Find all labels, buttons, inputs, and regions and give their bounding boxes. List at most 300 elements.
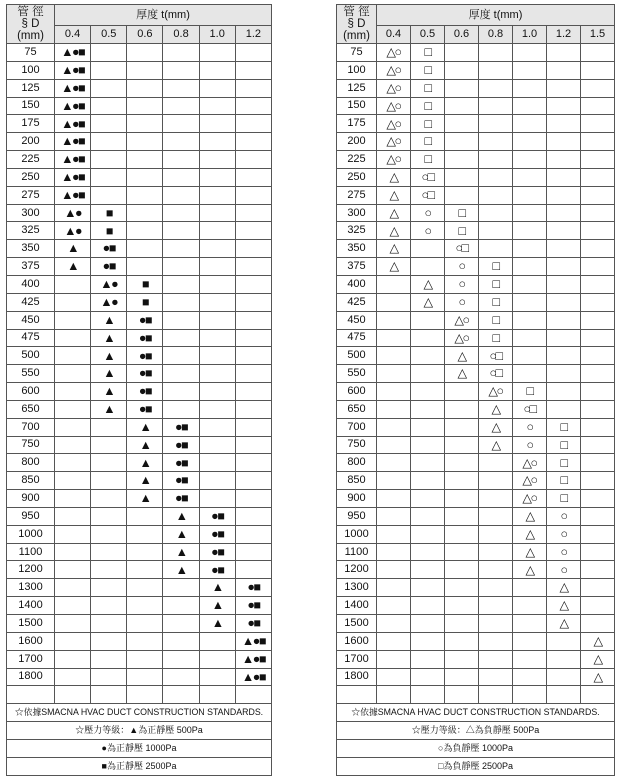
diameter-cell: 275 xyxy=(337,186,377,204)
pressure-class-cell xyxy=(377,365,411,383)
table-row xyxy=(7,543,272,561)
pressure-class-cell xyxy=(163,615,199,633)
thickness-value: 1.5 xyxy=(581,26,615,44)
pressure-class-cell xyxy=(411,525,445,543)
diameter-cell: 100 xyxy=(7,61,55,79)
table-row xyxy=(7,79,272,97)
table-row xyxy=(337,436,615,454)
pressure-class-cell xyxy=(199,632,235,650)
diameter-cell: 200 xyxy=(7,133,55,151)
pressure-class-cell: ○ xyxy=(445,293,479,311)
table-row xyxy=(7,258,272,276)
pressure-class-cell xyxy=(55,347,91,365)
pressure-class-cell: △ xyxy=(547,615,581,633)
pressure-class-cell: ▲●■ xyxy=(235,632,271,650)
pressure-class-cell xyxy=(411,490,445,508)
pressure-class-cell: ▲ xyxy=(163,543,199,561)
pressure-class-cell xyxy=(55,579,91,597)
thickness-value: 0.5 xyxy=(411,26,445,44)
diameter-cell: 1000 xyxy=(7,525,55,543)
pressure-class-cell xyxy=(411,347,445,365)
diameter-cell: 350 xyxy=(337,240,377,258)
pressure-class-cell xyxy=(479,615,513,633)
pressure-class-cell: △○ xyxy=(513,472,547,490)
diameter-cell: 600 xyxy=(337,383,377,401)
pressure-class-cell: △ xyxy=(377,204,411,222)
pressure-class-cell xyxy=(581,151,615,169)
pressure-class-cell xyxy=(513,579,547,597)
pressure-class-cell xyxy=(91,186,127,204)
pressure-class-cell xyxy=(411,472,445,490)
pressure-class-cell: ■ xyxy=(127,275,163,293)
pressure-class-cell xyxy=(513,204,547,222)
footnote-row xyxy=(7,704,272,722)
table-row xyxy=(337,133,615,151)
table-row xyxy=(7,615,272,633)
thickness-value: 1.2 xyxy=(547,26,581,44)
pressure-class-cell: ●■ xyxy=(199,543,235,561)
pressure-class-cell xyxy=(581,525,615,543)
pressure-class-cell xyxy=(55,383,91,401)
pressure-class-cell: ○□ xyxy=(479,365,513,383)
pressure-class-cell xyxy=(127,44,163,62)
pressure-class-cell xyxy=(127,632,163,650)
pressure-class-cell xyxy=(581,204,615,222)
pressure-class-cell: □ xyxy=(479,258,513,276)
pressure-class-cell: △ xyxy=(377,258,411,276)
pressure-class-cell xyxy=(199,240,235,258)
pressure-class-cell xyxy=(91,543,127,561)
pressure-class-cell xyxy=(235,222,271,240)
table-row xyxy=(337,311,615,329)
diameter-cell: 475 xyxy=(337,329,377,347)
pressure-class-cell: ▲ xyxy=(91,329,127,347)
pressure-class-cell xyxy=(445,133,479,151)
pressure-class-cell: ●■ xyxy=(127,365,163,383)
diameter-cell: 450 xyxy=(7,311,55,329)
diameter-header xyxy=(337,5,377,44)
pressure-class-cell xyxy=(235,347,271,365)
pressure-class-cell: ▲●■ xyxy=(235,668,271,686)
table-row xyxy=(337,525,615,543)
pressure-class-cell xyxy=(199,329,235,347)
pressure-class-cell xyxy=(199,222,235,240)
pressure-class-cell: ●■ xyxy=(199,507,235,525)
pressure-class-cell xyxy=(199,347,235,365)
pressure-class-cell: □ xyxy=(411,133,445,151)
pressure-class-cell xyxy=(581,275,615,293)
pressure-class-cell xyxy=(479,632,513,650)
pressure-class-cell: △○ xyxy=(445,329,479,347)
footnote-row xyxy=(337,704,615,722)
pressure-class-cell xyxy=(91,615,127,633)
pressure-class-cell xyxy=(55,418,91,436)
pressure-class-cell xyxy=(163,222,199,240)
pressure-class-cell: △ xyxy=(411,275,445,293)
diameter-header-line: (mm) xyxy=(343,30,370,42)
diameter-cell: 350 xyxy=(7,240,55,258)
diameter-cell: 950 xyxy=(7,507,55,525)
empty-cell xyxy=(547,686,581,704)
pressure-class-cell: □ xyxy=(445,204,479,222)
pressure-class-cell: ●■ xyxy=(235,579,271,597)
pressure-class-cell xyxy=(235,454,271,472)
diameter-cell: 175 xyxy=(337,115,377,133)
negative-pressure-table xyxy=(336,4,615,776)
pressure-class-cell xyxy=(377,579,411,597)
table-row xyxy=(337,383,615,401)
diameter-cell: 500 xyxy=(337,347,377,365)
pressure-class-cell xyxy=(235,383,271,401)
pressure-class-cell: △ xyxy=(377,240,411,258)
pressure-class-cell xyxy=(91,561,127,579)
diameter-cell: 475 xyxy=(7,329,55,347)
pressure-class-cell xyxy=(127,597,163,615)
pressure-class-cell xyxy=(513,115,547,133)
pressure-class-cell xyxy=(55,561,91,579)
thickness-value: 1.0 xyxy=(513,26,547,44)
pressure-class-cell xyxy=(513,79,547,97)
pressure-class-cell: ○ xyxy=(547,507,581,525)
pressure-class-cell: ●■ xyxy=(163,454,199,472)
pressure-class-cell: ○ xyxy=(513,418,547,436)
empty-cell xyxy=(445,686,479,704)
pressure-class-cell: □ xyxy=(411,44,445,62)
pressure-class-cell xyxy=(127,525,163,543)
table-row xyxy=(337,418,615,436)
pressure-class-cell xyxy=(479,44,513,62)
pressure-class-cell xyxy=(235,240,271,258)
table-row xyxy=(7,115,272,133)
pressure-class-cell xyxy=(235,543,271,561)
table-row xyxy=(337,275,615,293)
pressure-class-cell xyxy=(91,579,127,597)
pressure-class-cell xyxy=(127,115,163,133)
pressure-class-cell: ●■ xyxy=(235,615,271,633)
pressure-class-cell xyxy=(235,329,271,347)
pressure-class-cell xyxy=(377,275,411,293)
pressure-class-cell xyxy=(199,400,235,418)
diameter-cell: 700 xyxy=(7,418,55,436)
pressure-class-cell xyxy=(479,650,513,668)
pressure-class-cell xyxy=(91,472,127,490)
table-row xyxy=(7,383,272,401)
empty-cell xyxy=(337,686,377,704)
pressure-class-cell: ▲ xyxy=(127,418,163,436)
pressure-class-cell xyxy=(127,258,163,276)
pressure-class-cell: △ xyxy=(513,561,547,579)
pressure-class-cell xyxy=(163,186,199,204)
pressure-class-cell xyxy=(547,668,581,686)
pressure-class-cell xyxy=(199,311,235,329)
footnote-row xyxy=(337,740,615,758)
pressure-class-cell xyxy=(377,597,411,615)
pressure-class-cell xyxy=(479,97,513,115)
table-row xyxy=(337,79,615,97)
pressure-class-cell xyxy=(91,436,127,454)
pressure-class-cell xyxy=(445,168,479,186)
pressure-class-cell xyxy=(513,347,547,365)
pressure-class-cell xyxy=(199,61,235,79)
pressure-class-cell: △○ xyxy=(377,115,411,133)
diameter-cell: 1600 xyxy=(7,632,55,650)
footnote-row xyxy=(7,722,272,740)
pressure-class-cell: □ xyxy=(513,383,547,401)
pressure-class-cell xyxy=(235,204,271,222)
pressure-class-cell xyxy=(411,240,445,258)
pressure-class-cell xyxy=(377,436,411,454)
pressure-class-cell xyxy=(445,400,479,418)
pressure-class-cell xyxy=(127,133,163,151)
pressure-class-cell xyxy=(513,668,547,686)
pressure-class-cell xyxy=(581,597,615,615)
pressure-class-cell xyxy=(91,650,127,668)
diameter-cell: 1500 xyxy=(337,615,377,633)
pressure-class-cell: ▲ xyxy=(91,383,127,401)
table-row xyxy=(7,472,272,490)
pressure-class-cell xyxy=(411,615,445,633)
pressure-class-cell xyxy=(163,44,199,62)
pressure-class-cell xyxy=(547,400,581,418)
pressure-class-cell xyxy=(55,436,91,454)
pressure-class-cell: △ xyxy=(479,400,513,418)
pressure-class-cell: ○□ xyxy=(411,186,445,204)
diameter-cell: 1800 xyxy=(7,668,55,686)
diameter-header-line: (mm) xyxy=(17,30,44,42)
pressure-class-cell: ○ xyxy=(513,436,547,454)
pressure-class-cell xyxy=(479,240,513,258)
empty-cell xyxy=(513,686,547,704)
pressure-class-cell: ▲ xyxy=(163,507,199,525)
table-row xyxy=(7,44,272,62)
pressure-class-cell xyxy=(547,650,581,668)
pressure-legend: ■為正靜壓 2500Pa xyxy=(7,758,272,776)
pressure-class-cell xyxy=(127,650,163,668)
diameter-cell: 425 xyxy=(7,293,55,311)
pressure-class-cell xyxy=(547,97,581,115)
pressure-class-cell xyxy=(445,543,479,561)
footnote-row xyxy=(337,758,615,776)
table-row xyxy=(337,168,615,186)
diameter-cell: 500 xyxy=(7,347,55,365)
table-row xyxy=(337,44,615,62)
pressure-class-cell xyxy=(55,632,91,650)
pressure-class-cell xyxy=(445,632,479,650)
pressure-class-cell xyxy=(445,436,479,454)
pressure-class-cell: △ xyxy=(581,650,615,668)
diameter-cell: 375 xyxy=(7,258,55,276)
pressure-class-cell xyxy=(163,579,199,597)
pressure-class-cell: ▲ xyxy=(199,597,235,615)
empty-cell xyxy=(7,686,55,704)
diameter-cell: 175 xyxy=(7,115,55,133)
pressure-class-cell xyxy=(547,168,581,186)
pressure-class-cell xyxy=(91,133,127,151)
pressure-class-cell xyxy=(581,240,615,258)
pressure-class-cell xyxy=(445,472,479,490)
table-row xyxy=(7,293,272,311)
pressure-class-cell xyxy=(377,329,411,347)
pressure-class-cell xyxy=(411,436,445,454)
pressure-class-cell xyxy=(235,44,271,62)
positive-pressure-table xyxy=(6,4,272,776)
pressure-class-cell xyxy=(581,383,615,401)
pressure-class-cell: ●■ xyxy=(127,311,163,329)
pressure-legend: ☆壓力等級：▲為正靜壓 500Pa xyxy=(7,722,272,740)
table-row xyxy=(7,204,272,222)
pressure-class-cell: ●■ xyxy=(163,418,199,436)
table-row xyxy=(337,97,615,115)
pressure-class-cell xyxy=(581,436,615,454)
diameter-cell: 1800 xyxy=(337,668,377,686)
pressure-class-cell xyxy=(445,418,479,436)
pressure-class-cell xyxy=(547,222,581,240)
pressure-class-cell xyxy=(581,507,615,525)
table-row xyxy=(7,632,272,650)
pressure-class-cell xyxy=(513,293,547,311)
table-row xyxy=(337,240,615,258)
table-row xyxy=(337,579,615,597)
pressure-class-cell xyxy=(235,79,271,97)
pressure-class-cell xyxy=(163,240,199,258)
pressure-class-cell xyxy=(547,61,581,79)
pressure-class-cell xyxy=(581,615,615,633)
pressure-class-cell: △○ xyxy=(377,97,411,115)
table-row xyxy=(7,400,272,418)
pressure-class-cell xyxy=(127,615,163,633)
table-row xyxy=(7,490,272,508)
pressure-class-cell: ○ xyxy=(445,275,479,293)
pressure-class-cell: ●■ xyxy=(91,258,127,276)
table-row xyxy=(7,275,272,293)
pressure-class-cell xyxy=(479,204,513,222)
pressure-class-cell xyxy=(127,507,163,525)
pressure-class-cell: ▲●■ xyxy=(55,151,91,169)
pressure-class-cell xyxy=(127,186,163,204)
pressure-class-cell xyxy=(581,293,615,311)
pressure-class-cell xyxy=(377,615,411,633)
table-row xyxy=(337,258,615,276)
empty-cell xyxy=(127,686,163,704)
pressure-class-cell xyxy=(581,222,615,240)
pressure-class-cell: ○□ xyxy=(411,168,445,186)
pressure-class-cell xyxy=(55,490,91,508)
pressure-class-cell: ▲ xyxy=(163,525,199,543)
pressure-class-cell xyxy=(581,44,615,62)
pressure-class-cell xyxy=(581,418,615,436)
pressure-class-cell xyxy=(513,258,547,276)
table-row xyxy=(7,311,272,329)
pressure-class-cell xyxy=(377,507,411,525)
pressure-class-cell xyxy=(479,186,513,204)
spacer-row xyxy=(337,686,615,704)
pressure-class-cell xyxy=(547,204,581,222)
diameter-cell: 1100 xyxy=(7,543,55,561)
table-row xyxy=(337,151,615,169)
pressure-class-cell: ▲ xyxy=(199,579,235,597)
thickness-header: 厚度 t(mm) xyxy=(55,5,272,26)
pressure-class-cell: ●■ xyxy=(199,561,235,579)
pressure-class-cell xyxy=(581,347,615,365)
pressure-class-cell: △ xyxy=(547,579,581,597)
pressure-class-cell xyxy=(55,275,91,293)
pressure-class-cell xyxy=(235,561,271,579)
diameter-cell: 900 xyxy=(337,490,377,508)
pressure-class-cell xyxy=(581,61,615,79)
pressure-class-cell xyxy=(547,293,581,311)
pressure-class-cell: ●■ xyxy=(163,490,199,508)
pressure-class-cell: ▲●■ xyxy=(55,79,91,97)
pressure-class-cell xyxy=(377,525,411,543)
pressure-class-cell: ▲ xyxy=(127,472,163,490)
pressure-class-cell xyxy=(163,311,199,329)
pressure-class-cell: △○ xyxy=(377,133,411,151)
empty-cell xyxy=(479,686,513,704)
pressure-class-cell xyxy=(127,240,163,258)
table-row xyxy=(337,543,615,561)
pressure-class-cell xyxy=(55,507,91,525)
pressure-class-cell xyxy=(199,454,235,472)
pressure-class-cell xyxy=(377,311,411,329)
thickness-values-row xyxy=(337,26,615,44)
pressure-class-cell xyxy=(411,365,445,383)
pressure-class-cell xyxy=(445,44,479,62)
empty-cell xyxy=(91,686,127,704)
pressure-class-cell xyxy=(411,668,445,686)
pressure-class-cell: △ xyxy=(445,365,479,383)
diameter-cell: 75 xyxy=(7,44,55,62)
pressure-class-cell xyxy=(55,615,91,633)
diameter-cell: 800 xyxy=(337,454,377,472)
pressure-class-cell xyxy=(513,311,547,329)
pressure-class-cell xyxy=(377,668,411,686)
pressure-class-cell: □ xyxy=(445,222,479,240)
pressure-class-cell xyxy=(55,454,91,472)
thickness-value: 0.4 xyxy=(377,26,411,44)
pressure-class-cell: ▲●■ xyxy=(235,650,271,668)
diameter-header xyxy=(7,5,55,44)
diameter-cell: 375 xyxy=(337,258,377,276)
table-row xyxy=(337,454,615,472)
diameter-cell: 250 xyxy=(7,168,55,186)
pressure-class-cell xyxy=(235,490,271,508)
pressure-class-cell xyxy=(547,44,581,62)
pressure-legend: ☆壓力等級：△為負靜壓 500Pa xyxy=(337,722,615,740)
pressure-class-cell: ▲ xyxy=(91,347,127,365)
table-row xyxy=(337,632,615,650)
pressure-class-cell xyxy=(199,650,235,668)
pressure-class-cell: ▲●■ xyxy=(55,97,91,115)
pressure-class-cell xyxy=(377,418,411,436)
table-row xyxy=(7,579,272,597)
pressure-class-cell xyxy=(55,650,91,668)
pressure-class-cell xyxy=(513,650,547,668)
pressure-class-cell xyxy=(199,151,235,169)
pressure-class-cell xyxy=(513,615,547,633)
pressure-class-cell xyxy=(581,579,615,597)
pressure-class-cell xyxy=(581,168,615,186)
diameter-cell: 325 xyxy=(7,222,55,240)
table-row xyxy=(7,151,272,169)
pressure-class-cell xyxy=(445,97,479,115)
pressure-legend: ●為正靜壓 1000Pa xyxy=(7,740,272,758)
pressure-class-cell: △ xyxy=(479,418,513,436)
table-row xyxy=(337,186,615,204)
diameter-cell: 750 xyxy=(7,436,55,454)
pressure-class-cell xyxy=(445,490,479,508)
pressure-class-cell xyxy=(411,400,445,418)
table-row xyxy=(337,668,615,686)
